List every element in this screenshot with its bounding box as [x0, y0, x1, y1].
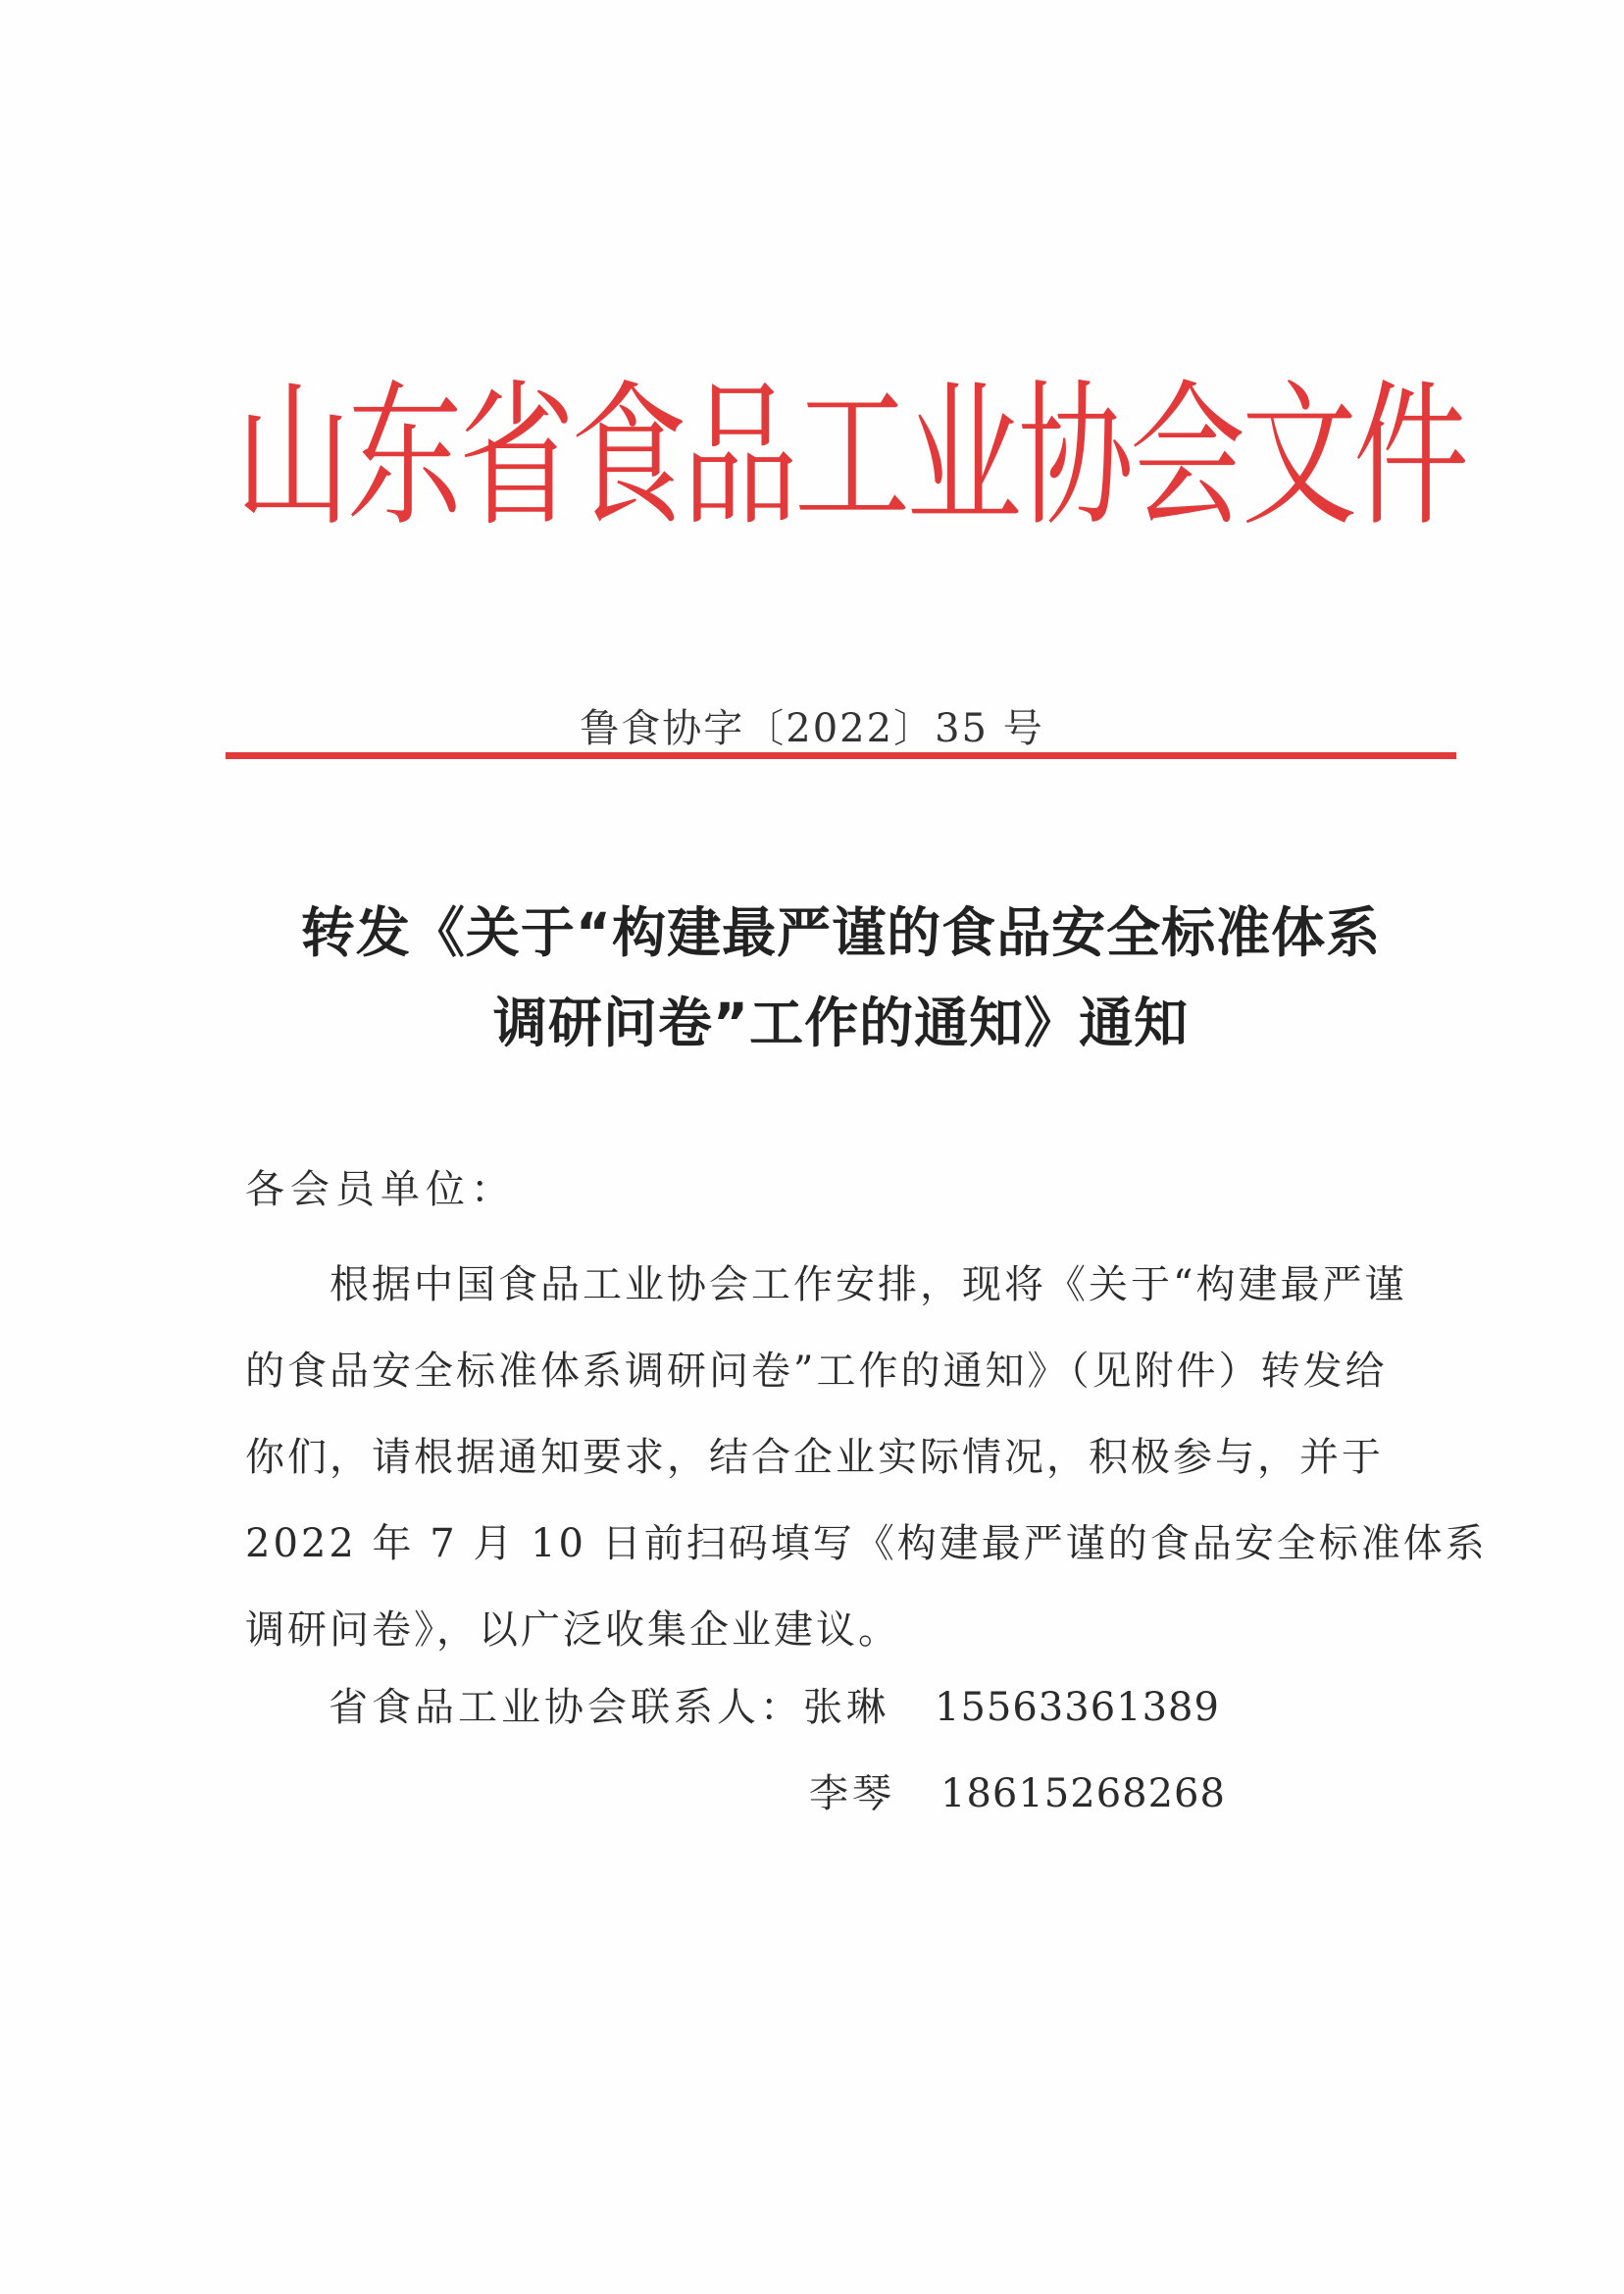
masthead-title: 山东省食品工业协会文件 [235, 364, 1466, 548]
document-number: 鲁食协字〔2022〕35 号 [580, 706, 1044, 751]
contact-label: 李琴 [809, 1771, 895, 1816]
notice-title [226, 888, 1456, 1068]
contact-phone: 18615268268 [940, 1771, 1226, 1816]
contact-person-2 [809, 1759, 1226, 1828]
notice-title-line-1: 转发《关于“构建最严谨的食品安全标准体系 [300, 901, 1382, 964]
body-paragraph [245, 1242, 1488, 1673]
body-line: 根据中国食品工业协会工作安排，现将《关于“构建最严谨 [245, 1262, 1407, 1307]
body-line: 2022 年 7 月 10 日前扫码填写《构建最严谨的食品安全标准体系 [245, 1521, 1488, 1566]
red-divider-line [226, 752, 1456, 759]
contact-phone: 15563361389 [935, 1685, 1220, 1730]
body-line: 你们，请根据通知要求，结合企业实际情况，积极参与，并于 [245, 1435, 1384, 1480]
salutation: 各会员单位： [245, 1167, 516, 1212]
contact-person-1 [329, 1673, 1220, 1742]
body-line: 调研问卷》，以广泛收集企业建议。 [245, 1607, 900, 1653]
contact-label: 省食品工业协会联系人：张琳 [329, 1685, 889, 1730]
body-line: 的食品安全标准体系调研问卷”工作的通知》（见附件）转发给 [245, 1349, 1388, 1394]
notice-title-line-2: 调研问卷”工作的通知》通知 [492, 992, 1190, 1054]
